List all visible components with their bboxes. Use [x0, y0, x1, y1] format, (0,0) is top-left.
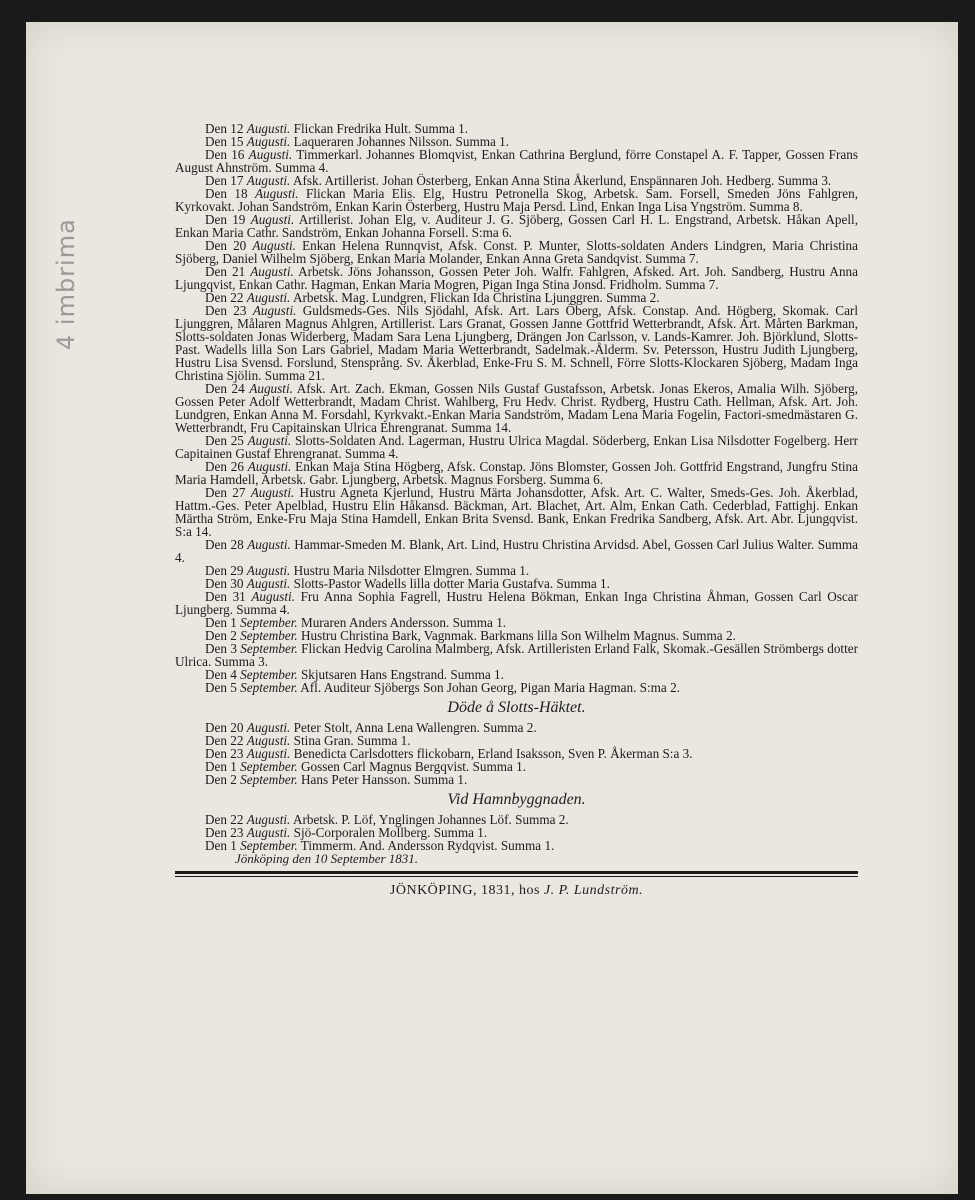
entry-den: Den 29 [205, 563, 244, 578]
entry-text: Timmerm. And. Andersson Rydqvist. Summa 1. [300, 838, 555, 853]
register-entry [175, 538, 858, 564]
entry-text: Timmerkarl. Johannes Blomqvist, Enkan Cathrina Berglund, förre Constapel A. F. Tapper, Gossen Frans August Ahnström. Summa 4. [175, 147, 858, 175]
entry-den: Den 20 [205, 238, 247, 253]
entry-den: Den 22 [205, 812, 244, 827]
entry-month: Augusti. [246, 563, 291, 578]
entry-den: Den 23 [205, 303, 247, 318]
entries-slotts-haktet [175, 721, 858, 786]
entry-text: Arbetsk. Mag. Lundgren, Flickan Ida Christina Ljunggren. Summa 2. [292, 290, 660, 305]
entry-month: September. [240, 759, 298, 774]
register-entry [175, 460, 858, 486]
entry-month: Augusti. [249, 381, 293, 396]
entry-den: Den 30 [205, 576, 244, 591]
register-entry [175, 681, 858, 694]
entry-text: Laqueraren Johannes Nilsson. Summa 1. [293, 134, 510, 149]
entry-month: Augusti. [246, 134, 291, 149]
entry-text: Hustru Agneta Kjerlund, Hustru Märta Johansdotter, Afsk. Art. C. Walter, Smeds-Ges. Joh. Åkerblad, Hattm.-Ges. Peter Apelblad, Hustru Elin Håkansd. Bäckman, Art. Blachet, Art. Alm, Enkan Cath. Cederblad, Fattighj. Enkan Märtha Ström, Enke-Fru Maja Stina Hamdell, Enkan Brita Svensd. Bank, Enkan Fredrika Sandberg, Afsk. Art. Abr. Ljungqvist. S:a 14. [175, 485, 859, 539]
register-entry [175, 304, 858, 382]
entry-den: Den 22 [205, 290, 244, 305]
entry-month: Augusti. [251, 589, 295, 604]
entry-text: Benedicta Carlsdotters flickobarn, Erland Isaksson, Sven P. Åkerman S:a 3. [293, 746, 693, 761]
register-entry [175, 642, 858, 668]
entry-text: Afsk. Artillerist. Johan Österberg, Enkan Anna Stina Åkerlund, Enspännaren Joh. Hedberg. Summa 3. [292, 173, 832, 188]
entry-month: Augusti. [246, 290, 291, 305]
register-entry [175, 239, 858, 265]
entry-month: Augusti. [246, 812, 291, 827]
register-entry [175, 486, 858, 538]
entry-den: Den 4 [205, 667, 237, 682]
entry-den: Den 23 [205, 825, 244, 840]
handwritten-margin-note [52, 218, 92, 350]
double-rule [175, 871, 858, 877]
entry-den: Den 15 [205, 134, 244, 149]
register-entry [175, 773, 858, 786]
entry-den: Den 22 [205, 733, 244, 748]
entry-month: September. [240, 615, 298, 630]
entry-text: Slotts-Pastor Wadells lilla dotter Maria Gustafva. Summa 1. [293, 576, 610, 591]
entry-den: Den 1 [205, 838, 237, 853]
entry-text: Sjö-Corporalen Mollberg. Summa 1. [293, 825, 488, 840]
entry-text: Enkan Helena Runnqvist, Afsk. Const. P. Munter, Slotts-soldaten Anders Lindgren, Maria Christina Sjöberg, Daniel Wilhelm Sjöberg, Enkan Maria Molander, Enkan Anna Greta Sandqvist. Summa 7. [175, 238, 859, 266]
entry-den: Den 3 [205, 641, 237, 656]
register-entry [175, 382, 858, 434]
entries-main [175, 122, 858, 694]
entry-den: Den 24 [205, 381, 245, 396]
section-title-hamnbyggnaden: Vid Hamnbyggnaden. [447, 791, 586, 808]
imprint-place-year: JÖNKÖPING, 1831, hos [389, 883, 540, 898]
entry-den: Den 19 [205, 212, 246, 227]
entry-text: Skjutsaren Hans Engstrand. Summa 1. [300, 667, 504, 682]
entry-text: Flickan Fredrika Hult. Summa 1. [293, 121, 469, 136]
entry-month: Augusti. [246, 746, 291, 761]
entry-den: Den 20 [205, 720, 244, 735]
entry-text: Enkan Maja Stina Högberg, Afsk. Constap. Jöns Blomster, Gossen Joh. Gottfrid Engstrand, Jungfru Stina Maria Hamdell, Arbetsk. Gabr. Ljungberg, Arbetsk. Magnus Forsberg. Summa 6. [175, 459, 859, 487]
entry-month: September. [240, 628, 298, 643]
entry-text: Gossen Carl Magnus Bergqvist. Summa 1. [300, 759, 527, 774]
death-register-text [175, 122, 858, 901]
entry-den: Den 18 [205, 186, 248, 201]
entry-month: Augusti. [246, 720, 291, 735]
entry-month: Augusti. [246, 733, 291, 748]
entry-den: Den 31 [205, 589, 246, 604]
entry-den: Den 2 [205, 628, 237, 643]
entry-text: Artillerist. Johan Elg, v. Auditeur J. G. Sjöberg, Gossen Carl H. L. Engstrand, Arbetsk. Håkan Apell, Enkan Maria Cathr. Sandström, Enkan Johanna Forsell. S:ma 6. [175, 212, 858, 240]
entry-text: Flickan Maria Elis. Elg, Hustru Petronella Skog, Arbetsk. Sam. Forsell, Smeden Jöns Fahlgren, Kyrkovakt. Johan Sandström, Enkan Karin Österberg, Hustru Maja Persd. Lind, Enkan Inga Lisa Yngström. Summa 8. [175, 186, 859, 214]
entry-month: Augusti. [252, 303, 297, 318]
entry-text: Afsk. Art. Zach. Ekman, Gossen Nils Gustaf Gustafsson, Arbetsk. Jonas Ekeros, Amalia Wilh. Sjöberg, Gossen Peter Adolf Wetterbrandt, Madam Christ. Wahlberg, Fru Hedv. Christ. Rydberg, Hustru Cath. Hellman, Afsk. Art. Joh. Lundgren, Enkan Anna M. Forsdahl, Kyrkvakt.-Enkan Maria Sandström, Madam Lena Maria Fogelin, Factori-smedmästaren G. Wetterbrandt, Fru Capitainskan Ulrica Ehrengranat. Summa 14. [175, 381, 858, 435]
entry-den: Den 17 [205, 173, 244, 188]
entry-month: Augusti. [247, 433, 292, 448]
entry-den: Den 25 [205, 433, 244, 448]
entry-month: Augusti. [250, 485, 295, 500]
entry-month: Augusti. [246, 825, 291, 840]
entry-text: Afl. Auditeur Sjöbergs Son Johan Georg, Pigan Maria Hagman. S:ma 2. [300, 680, 680, 695]
imprint-printer: J. P. Lundström. [543, 883, 644, 898]
entry-month: Augusti. [250, 212, 295, 227]
entries-hamnbyggnaden [175, 813, 858, 852]
entry-month: September. [240, 838, 298, 853]
entry-month: Augusti. [247, 459, 292, 474]
imprint [175, 881, 858, 901]
entry-month: Augusti. [246, 173, 291, 188]
entry-den: Den 1 [205, 615, 237, 630]
entry-text: Guldsmeds-Ges. Nils Sjödahl, Afsk. Art. Lars Öberg, Afsk. Constap. And. Högberg, Skomak. Carl Ljunggren, Målaren Magnus Ahlgren, Artillerist. Lars Granat, Gossen Janne Gottfrid Wetterbrandt, Afsk. Art. Mårten Barkman, Slotts-soldaten Jonas Widerberg, Madam Sara Lena Ljungberg, Drängen Jon Carlsson, v. Lands-Kamrer. Joh. Björklund, Slotts-Past. Wadells lilla Son Lars Gabriel, Madam Maria Wetterbrandt, Sadelmak.-Ålderm. Sv. Petersson, Hustru Judith Ljungberg, Hustru Lisa Svensd. Forslund, Stensprång. Sv. Åkerblad, Enke-Fru S. M. Schnell, Förre Slotts-Klockaren Sjöberg, Madam Inga Christina Sjölin. Summa 21. [175, 303, 858, 383]
entry-text: Muraren Anders Andersson. Summa 1. [300, 615, 507, 630]
entry-month: Augusti. [250, 264, 294, 279]
entry-text: Hustru Christina Bark, Vagnmak. Barkmans lilla Son Wilhelm Magnus. Summa 2. [300, 628, 736, 643]
entry-den: Den 12 [205, 121, 244, 136]
entry-text: Hans Peter Hansson. Summa 1. [300, 772, 468, 787]
entry-month: Augusti. [252, 238, 296, 253]
entry-den: Den 5 [205, 680, 237, 695]
entry-text: Arbetsk. Jöns Johansson, Gossen Peter Joh. Walfr. Fahlgren, Afsked. Art. Joh. Sandberg, Hustru Anna Ljungqvist, Enkan Cathr. Hagman, Enkan Maria Mogren, Pigan Inga Stina Jonsd. Fridholm. Summa 7. [175, 264, 858, 292]
entry-month: September. [240, 641, 298, 656]
margin-note-text: 4 imbrima [52, 218, 80, 350]
entry-den: Den 1 [205, 759, 237, 774]
entry-den: Den 27 [205, 485, 246, 500]
entry-month: September. [240, 667, 298, 682]
entry-month: Augusti. [247, 537, 291, 552]
entry-text: Stina Gran. Summa 1. [293, 733, 411, 748]
register-entry [175, 434, 858, 460]
section-title-slotts-haktet: Döde å Slotts-Häktet. [447, 699, 586, 716]
entry-den: Den 16 [205, 147, 245, 162]
entry-den: Den 26 [205, 459, 244, 474]
entry-den: Den 23 [205, 746, 244, 761]
entry-den: Den 21 [205, 264, 246, 279]
entry-text: Hammar-Smeden M. Blank, Art. Lind, Hustru Christina Arvidsd. Abel, Gossen Carl Julius Walter. Summa 4. [175, 537, 859, 565]
register-entry [175, 148, 858, 174]
entry-text: Fru Anna Sophia Fagrell, Hustru Helena Bökman, Enkan Inga Christina Åhman, Gossen Carl Oscar Ljungberg. Summa 4. [175, 589, 858, 617]
entry-month: Augusti. [246, 576, 291, 591]
entry-month: September. [240, 680, 298, 695]
entry-month: Augusti. [254, 186, 299, 201]
register-entry [175, 213, 858, 239]
register-entry [175, 265, 858, 291]
entry-den: Den 2 [205, 772, 237, 787]
entry-month: September. [240, 772, 298, 787]
entry-text: Slotts-Soldaten And. Lagerman, Hustru Ulrica Magdal. Söderberg, Enkan Lisa Nilsdotter Fogelberg. Herr Capitainen Gustaf Ehrengranat. Summa 4. [175, 433, 859, 461]
entry-den: Den 28 [205, 537, 244, 552]
entry-text: Arbetsk. P. Löf, Ynglingen Johannes Löf. Summa 2. [292, 812, 569, 827]
entry-text: Hustru Maria Nilsdotter Elmgren. Summa 1. [293, 563, 530, 578]
entry-text: Peter Stolt, Anna Lena Wallengren. Summa 2. [293, 720, 537, 735]
dateline: Jönköping den 10 September 1831. [235, 851, 419, 866]
register-entry [175, 590, 858, 616]
register-entry [175, 187, 858, 213]
entry-month: Augusti. [248, 147, 293, 162]
entry-text: Flickan Hedvig Carolina Malmberg, Afsk. Artilleristen Erland Falk, Skomak.-Gesällen Strömbergs dotter Ulrica. Summa 3. [175, 641, 858, 669]
entry-month: Augusti. [246, 121, 291, 136]
